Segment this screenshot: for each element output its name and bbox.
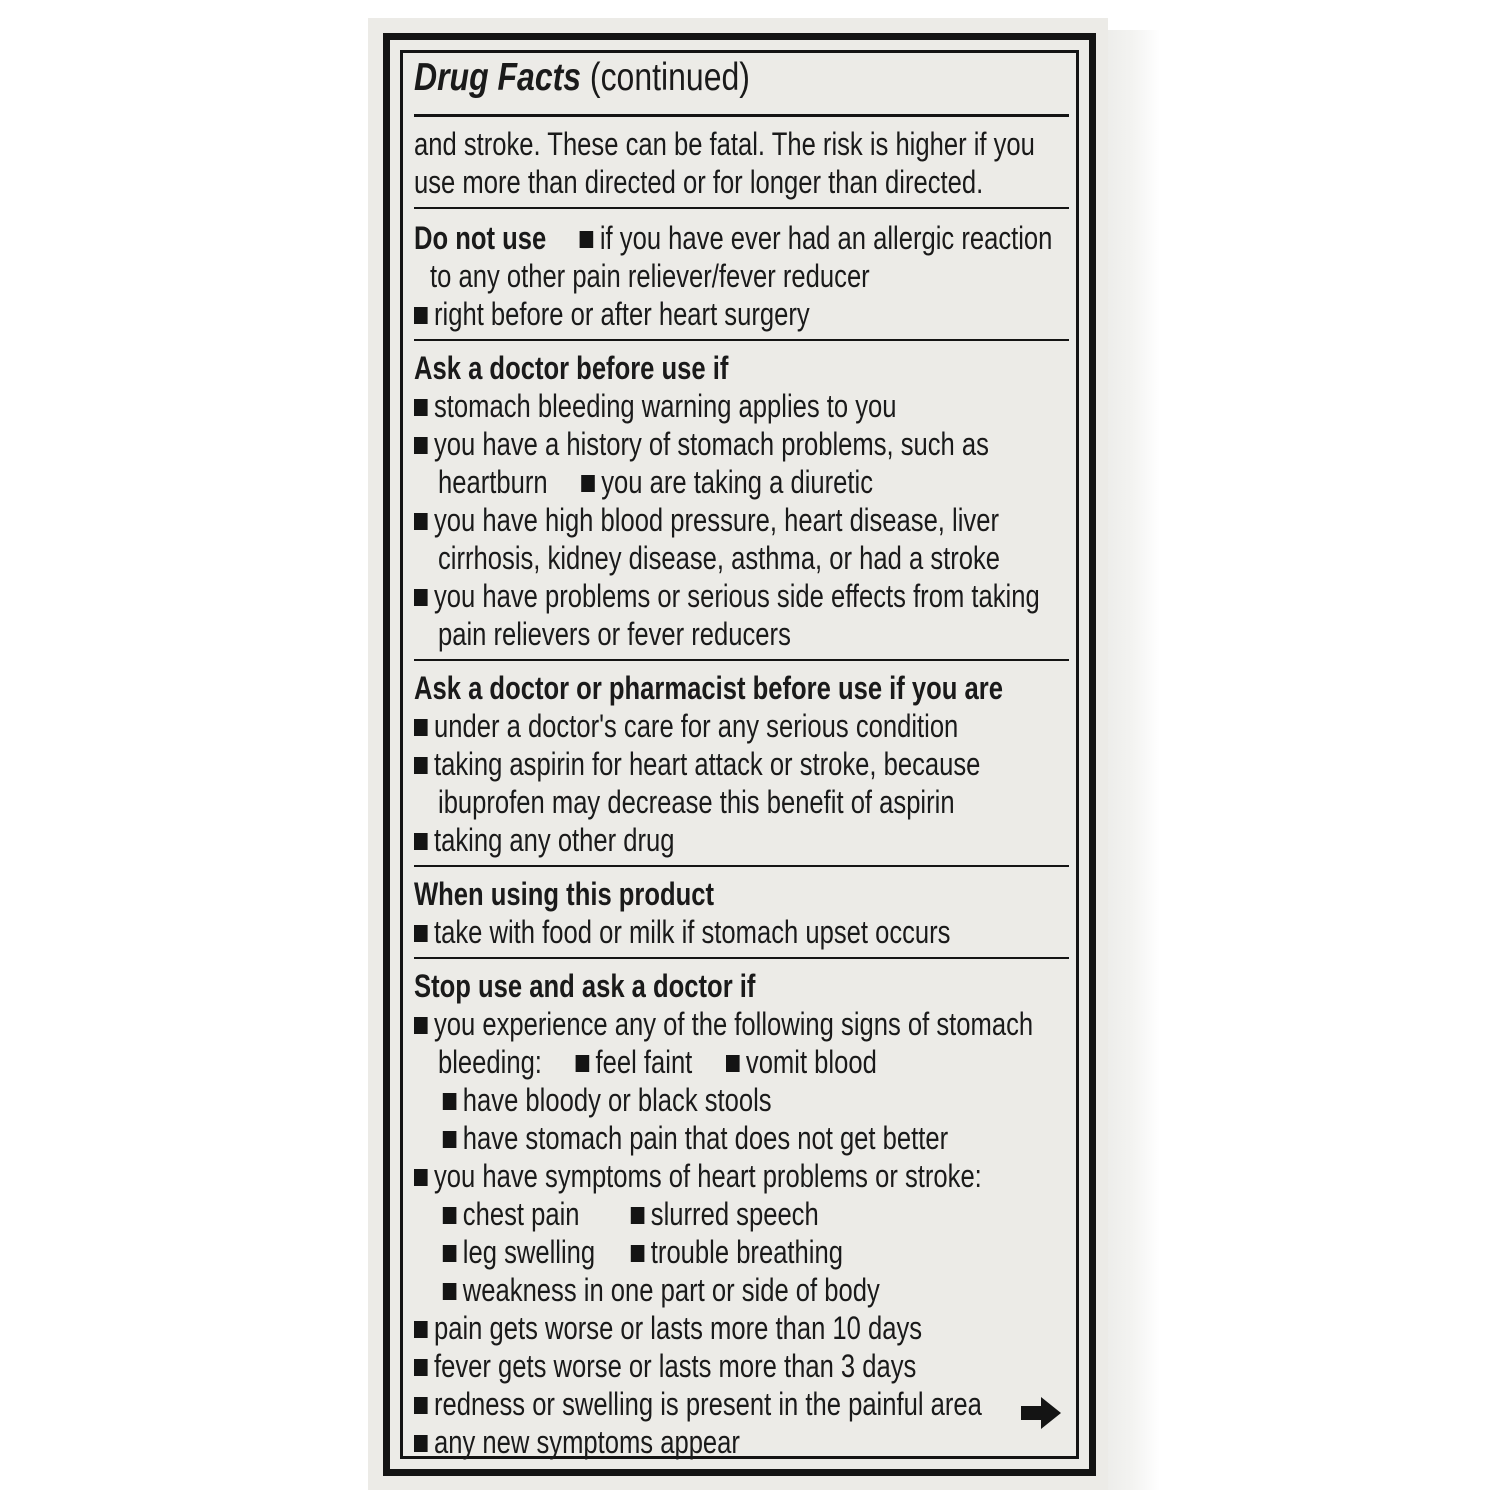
list-item — [414, 219, 1053, 257]
item-text: you have symptoms of heart problems or stroke: — [434, 1158, 982, 1194]
list-item — [414, 1385, 982, 1423]
item-text: you have high blood pressure, heart disease, liver — [434, 502, 999, 538]
item-text: you have a history of stomach problems, such as — [434, 426, 989, 462]
square-bullet-icon — [726, 1055, 740, 1072]
list-item: ibuprofen may decrease this benefit of aspirin — [438, 784, 955, 820]
square-bullet-icon — [414, 719, 428, 736]
item-text: leg swelling — [462, 1234, 596, 1270]
square-bullet-icon — [443, 1093, 457, 1110]
square-bullet-icon — [414, 307, 428, 324]
list-item — [414, 1423, 938, 1461]
list-item — [414, 1081, 938, 1119]
square-bullet-icon — [414, 1169, 428, 1186]
square-bullet-icon — [414, 1321, 428, 1338]
item-text: slurred speech — [650, 1196, 819, 1232]
arrow-right-icon — [1019, 1395, 1063, 1431]
square-bullet-icon — [414, 1397, 428, 1414]
list-item: pain relievers or fever reducers — [438, 616, 791, 652]
item-text: if you have ever had an allergic reaction — [599, 220, 1053, 256]
list-item — [414, 1309, 938, 1347]
intro-line: use more than directed or for longer than directed. — [414, 164, 984, 200]
list-item — [414, 1119, 949, 1157]
item-text: under a doctor's care for any serious condition — [434, 708, 959, 744]
square-bullet-icon — [580, 231, 594, 248]
square-bullet-icon — [414, 589, 428, 606]
square-bullet-icon — [414, 1435, 428, 1452]
section-heading: When using this product — [414, 876, 715, 912]
item-text: redness or swelling is present in the painful area — [434, 1386, 982, 1422]
item-text: pain gets worse or lasts more than 10 days — [434, 1310, 923, 1346]
item-text: feel faint — [595, 1044, 693, 1080]
square-bullet-icon — [414, 1359, 428, 1376]
square-bullet-icon — [576, 1055, 590, 1072]
list-item — [414, 1271, 938, 1309]
item-text: you have problems or serious side effects from taking — [434, 578, 1040, 614]
square-bullet-icon — [631, 1245, 645, 1262]
item-text: taking any other drug — [434, 822, 675, 858]
item-text: have stomach pain that does not get better — [462, 1120, 949, 1156]
drug-facts-label — [383, 33, 1096, 1476]
square-bullet-icon — [414, 1017, 428, 1034]
list-item — [414, 1157, 982, 1195]
intro-section — [414, 117, 1069, 207]
item-text: you experience any of the following signs of stomach — [434, 1006, 1034, 1042]
square-bullet-icon — [414, 399, 428, 416]
item-text: taking aspirin for heart attack or stroke, because — [434, 746, 981, 782]
list-item — [414, 577, 1040, 615]
square-bullet-icon — [414, 437, 428, 454]
list-item — [414, 1347, 938, 1385]
intro-line: and stroke. These can be fatal. The risk is higher if you — [414, 126, 1035, 162]
item-text: right before or after heart surgery — [434, 296, 810, 332]
section-heading: Do not use — [414, 220, 547, 256]
square-bullet-icon — [414, 757, 428, 774]
list-item — [414, 707, 959, 745]
title-rest: (continued) — [581, 56, 750, 99]
item-text: any new symptoms appear — [434, 1424, 740, 1460]
drug-facts-title — [414, 52, 951, 114]
item-text: weakness in one part or side of body — [462, 1272, 880, 1308]
square-bullet-icon — [631, 1207, 645, 1224]
square-bullet-icon — [443, 1207, 457, 1224]
list-item — [414, 501, 999, 539]
list-item — [414, 425, 989, 463]
square-bullet-icon — [414, 925, 428, 942]
when-using-section — [414, 867, 1069, 957]
title-bold: Drug Facts — [414, 56, 582, 99]
square-bullet-icon — [414, 513, 428, 530]
ask-doctor-section — [414, 341, 1069, 659]
section-heading: Ask a doctor or pharmacist before use if you are — [414, 670, 1003, 706]
list-item — [414, 913, 951, 951]
list-item — [414, 821, 938, 859]
label-content — [414, 52, 1069, 1467]
item-text: trouble breathing — [650, 1234, 843, 1270]
list-item — [414, 745, 981, 783]
list-item — [414, 295, 938, 333]
item-text: stomach bleeding warning applies to you — [434, 388, 897, 424]
item-text: heartburn — [438, 464, 548, 500]
list-item: cirrhosis, kidney disease, asthma, or had a stroke — [438, 540, 1001, 576]
item-text: chest pain — [462, 1196, 580, 1232]
square-bullet-icon — [443, 1131, 457, 1148]
ask-pharmacist-section — [414, 661, 1069, 865]
list-item — [414, 1195, 938, 1233]
item-text: fever gets worse or lasts more than 3 days — [434, 1348, 917, 1384]
list-item — [414, 387, 938, 425]
list-item — [414, 463, 938, 501]
section-heading: Ask a doctor before use if — [414, 350, 729, 386]
square-bullet-icon — [414, 833, 428, 850]
do-not-use-section — [414, 209, 1069, 339]
stop-use-section — [414, 959, 1069, 1467]
list-item — [414, 1233, 938, 1271]
item-text: have bloody or black stools — [462, 1082, 772, 1118]
item-text: take with food or milk if stomach upset occurs — [434, 914, 951, 950]
square-bullet-icon — [443, 1283, 457, 1300]
list-item — [414, 1043, 938, 1081]
square-bullet-icon — [581, 475, 595, 492]
item-text: bleeding: — [438, 1044, 542, 1080]
item-text: you are taking a diuretic — [601, 464, 873, 500]
square-bullet-icon — [443, 1245, 457, 1262]
list-item: to any other pain reliever/fever reducer — [430, 258, 870, 294]
list-item — [414, 1005, 1034, 1043]
item-text: vomit blood — [745, 1044, 877, 1080]
section-heading: Stop use and ask a doctor if — [414, 968, 756, 1004]
